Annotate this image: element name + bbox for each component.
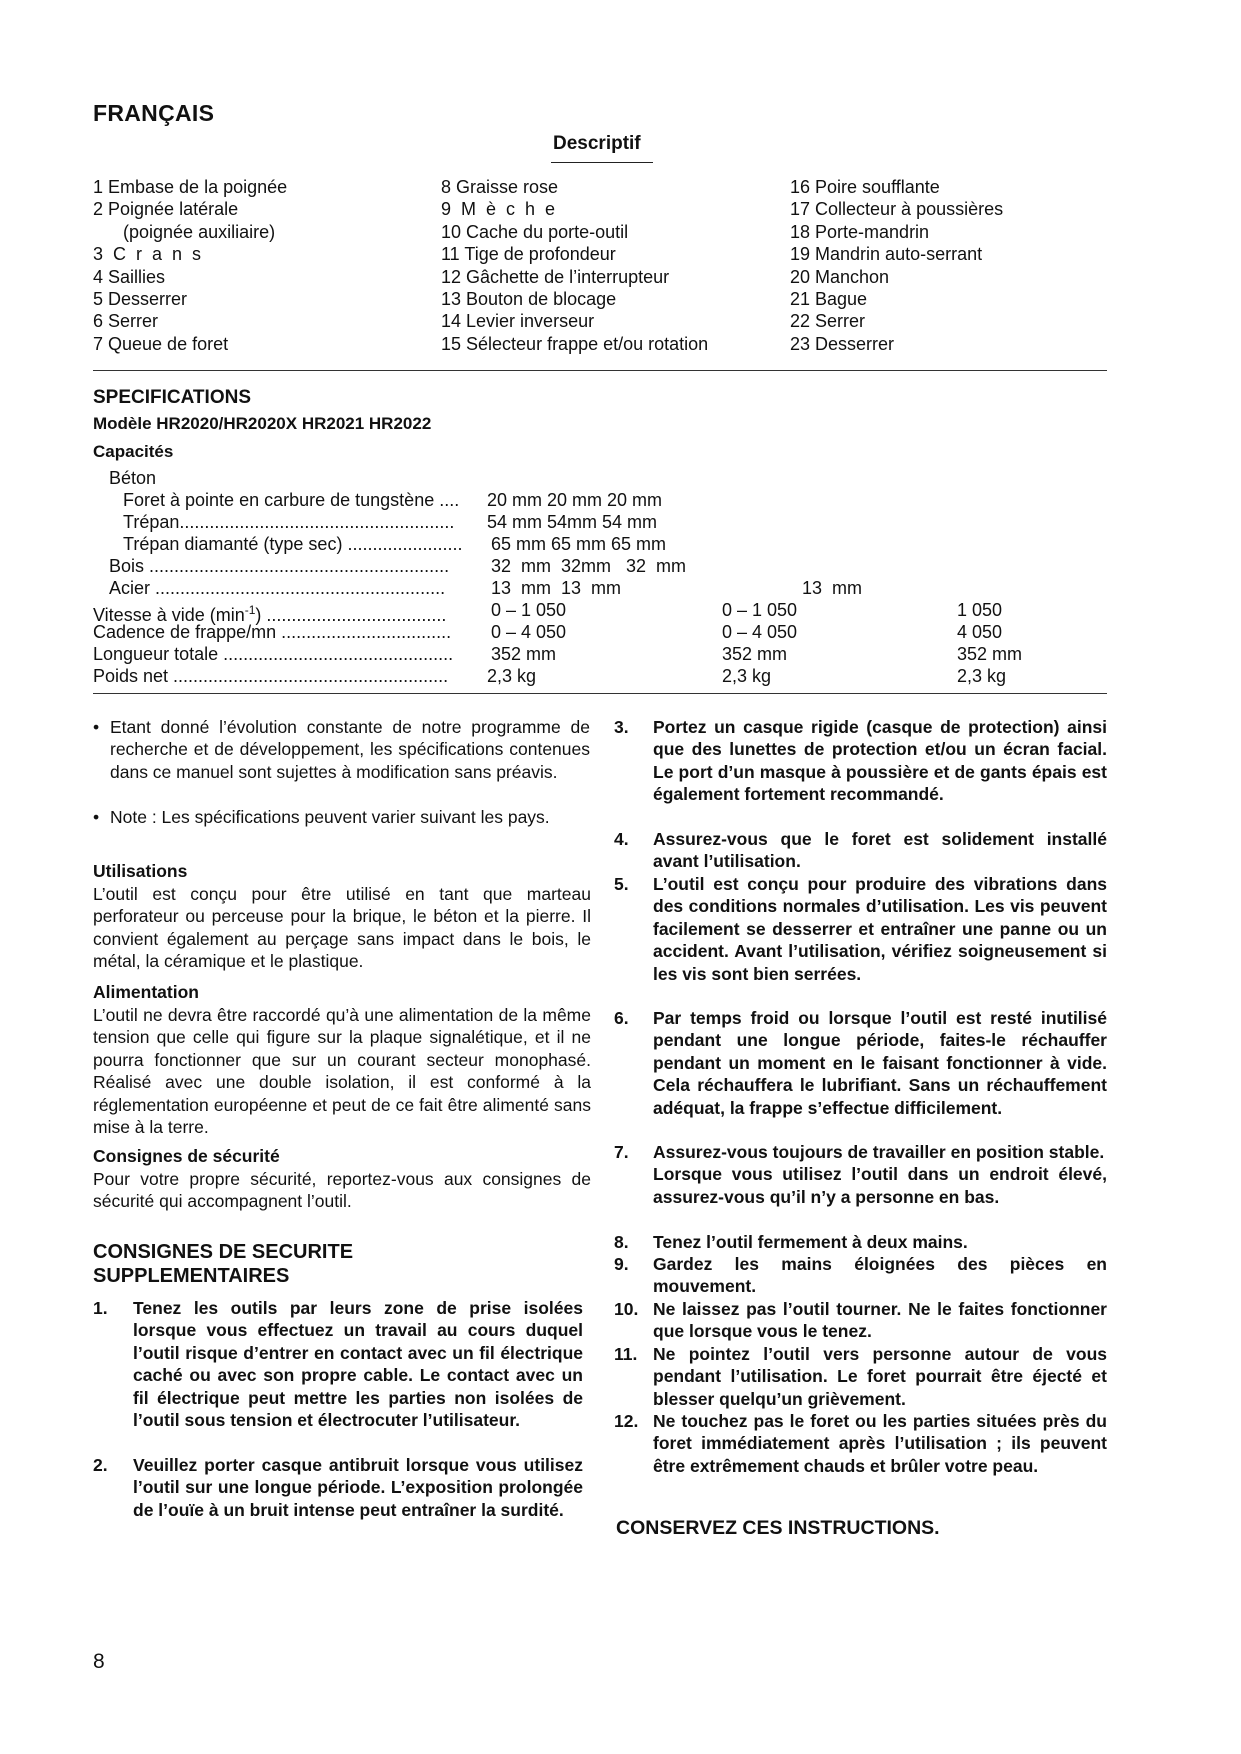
descriptif-item: 13 Bouton de blocage <box>441 288 617 309</box>
spec-vitesse-label <box>93 599 447 625</box>
descriptif-column-3 <box>790 176 1003 355</box>
spec-vitesse-exponent: -1 <box>244 603 256 617</box>
descriptif-item: 1 Embase de la poignée <box>93 177 288 197</box>
descriptif-item: 22 Serrer <box>790 311 866 332</box>
section-divider <box>93 693 1107 694</box>
item-number: 11. <box>614 1344 638 1364</box>
descriptif-item: 18 Porte-mandrin <box>790 221 930 242</box>
spec-trepan-diamant-label: Trépan diamanté (type sec) ....................... <box>123 534 463 554</box>
spec-vitesse-dots: ) .................................... <box>255 605 447 625</box>
item-text: Ne touchez pas le foret ou les parties situées près du foret immédiatement après l’utilisation ; ils peuvent être extrêmement chauds et brûler votre peau. <box>653 1411 1107 1476</box>
item-number: 5. <box>614 874 629 894</box>
spec-poids-value-3: 2,3 kg <box>957 666 1007 686</box>
descriptif-item: 6 Serrer <box>93 311 159 332</box>
descriptif-item: 15 Sélecteur frappe et/ou rotation <box>441 333 709 354</box>
alimentation-title: Alimentation <box>93 982 199 1002</box>
descriptif-item: 16 Poire soufflante <box>790 177 940 197</box>
spec-acier-values: 13 mm 13 mm <box>491 578 622 598</box>
item-number: 12. <box>614 1411 639 1431</box>
item-text: Gardez les mains éloignées des pièces en mouvement. <box>653 1254 1107 1297</box>
item-text: Portez un casque rigide (casque de protection) ainsi que des lunettes de protection et/ou un écran facial. Le port d’un masque à poussière et de gants épais est également fortement recommandé. <box>653 717 1107 805</box>
descriptif-item: 20 Manchon <box>790 266 890 287</box>
item-text: Veuillez porter casque antibruit lorsque vous utilisez l’outil sur une longue période. L’exposition prolongée de l’ouïe à un bruit intense peut entraîner la surdité. <box>133 1455 583 1520</box>
item-number: 4. <box>614 829 629 849</box>
section-divider <box>93 370 1107 371</box>
supplementary-safety-title-line-2: SUPPLEMENTAIRES <box>93 1265 290 1287</box>
spec-cadence-value-2: 0 – 4 050 <box>722 622 798 642</box>
spec-bois-values: 32 mm 32mm 32 mm <box>491 556 687 576</box>
descriptif-item: 3 C r a n s <box>93 244 202 265</box>
descriptif-item: 8 Graisse rose <box>441 177 559 197</box>
capacities-label: Capacités <box>93 442 174 461</box>
bullet-dot: • <box>93 807 100 827</box>
item-number: 2. <box>93 1455 108 1475</box>
descriptif-item: 7 Queue de foret <box>93 333 229 354</box>
descriptif-underline <box>551 162 653 163</box>
spec-acier-value-3: 13 mm <box>802 578 863 598</box>
item-text: Assurez-vous que le foret est solidement installé avant l’utilisation. <box>653 829 1107 872</box>
descriptif-item: 5 Desserrer <box>93 288 188 309</box>
item-number: 10. <box>614 1299 639 1319</box>
supplementary-safety-title-line-1: CONSIGNES DE SECURITE <box>93 1241 354 1263</box>
descriptif-column-1 <box>93 176 287 355</box>
bullet-dot: • <box>93 717 100 737</box>
spec-poids-value-2: 2,3 kg <box>722 666 772 686</box>
item-text: Ne laissez pas l’outil tourner. Ne le faites fonctionner que lorsque vous le tenez. <box>653 1299 1107 1342</box>
alimentation-text: L’outil ne devra être raccordé qu’à une alimentation de la même tension que celle qui figure sur la plaque signalétique, et il ne pourra fonctionner que sur un courant secteur monophasé. Réalisé avec une double isolation, il est conformé à la réglementation européenne et peut de ce fait être alimenté sans mise à la terre. <box>93 1005 591 1138</box>
descriptif-item: 19 Mandrin auto-serrant <box>790 244 983 265</box>
bullet-text: Etant donné l’évolution constante de notre programme de recherche et de développement, les spécifications contenues dans ce manuel sont sujettes à modification sans préavis. <box>110 717 590 782</box>
descriptif-item: 11 Tige de profondeur <box>441 244 616 265</box>
item-number: 1. <box>93 1298 108 1318</box>
spec-cadence-value-3: 4 050 <box>957 622 1003 642</box>
item-number: 9. <box>614 1254 629 1274</box>
spec-vitesse-value-2: 0 – 1 050 <box>722 600 798 620</box>
consignes-text: Pour votre propre sécurité, reportez-vous aux consignes de sécurité qui accompagnent l’outil. <box>93 1169 591 1212</box>
spec-vitesse-text: Vitesse à vide (min <box>93 605 245 625</box>
descriptif-item: 23 Desserrer <box>790 333 895 354</box>
spec-longueur-value-3: 352 mm <box>957 644 1023 664</box>
item-text: Ne pointez l’outil vers personne autour de vous pendant l’utilisation. Le foret pourrait être éjecté et blesser quelqu’un grièvement. <box>653 1344 1107 1409</box>
item-text-part: Lorsque vous utilisez l’outil dans un endroit élevé, assurez-vous qu’il n’y a personne en bas. <box>653 1164 1107 1207</box>
specifications-model: Modèle HR2020/HR2020X HR2021 HR2022 <box>93 414 432 433</box>
descriptif-item: 4 Saillies <box>93 266 166 287</box>
spec-longueur-label: Longueur totale .............................................. <box>93 644 454 664</box>
specifications-title: SPECIFICATIONS <box>93 387 251 408</box>
spec-vitesse-value-1: 0 – 1 050 <box>491 600 567 620</box>
item-number: 7. <box>614 1142 629 1162</box>
bullet-text: Note : Les spécifications peuvent varier suivant les pays. <box>110 807 550 827</box>
item-text: L’outil est conçu pour produire des vibrations dans des conditions normales d’utilisation. Les vis peuvent facilement se desserrer et entraîner une panne ou un accident. Avant l’utilisation, vérifiez soigneusement si les vis sont bien serrées. <box>653 874 1107 984</box>
descriptif-item: 12 Gâchette de l’interrupteur <box>441 266 670 287</box>
spec-trepan-values: 54 mm 54mm 54 mm <box>487 512 658 532</box>
item-text: Par temps froid ou lorsque l’outil est resté inutilisé pendant une longue période, faites-le réchauffer pendant un moment en le faisant fonctionner à vide. Cela réchauffera le lubrifiant. Sans un réchauffement adéquat, la frappe s’effectue difficilement. <box>653 1008 1107 1118</box>
descriptif-item: 2 Poignée latérale <box>93 199 239 220</box>
spec-poids-value-1: 2,3 kg <box>487 666 537 686</box>
spec-poids-label: Poids net ....................................................... <box>93 666 449 686</box>
page-number: 8 <box>93 1650 105 1673</box>
spec-bois-label: Bois ............................................................ <box>109 556 450 576</box>
supplementary-safety-title <box>93 1240 353 1288</box>
item-text <box>653 1141 1107 1208</box>
spec-beton-label: Béton <box>109 468 157 488</box>
consignes-title: Consignes de sécurité <box>93 1146 280 1166</box>
spec-cadence-value-1: 0 – 4 050 <box>491 622 567 642</box>
item-text: Tenez l’outil fermement à deux mains. <box>653 1232 968 1252</box>
spec-longueur-value-1: 352 mm <box>491 644 557 664</box>
item-number: 6. <box>614 1008 629 1028</box>
spec-trepan-diamant-values: 65 mm 65 mm 65 mm <box>491 534 667 554</box>
utilisations-title: Utilisations <box>93 861 188 881</box>
spec-cadence-label: Cadence de frappe/mn .................................. <box>93 622 452 642</box>
spec-trepan-label: Trépan....................................................... <box>123 512 455 532</box>
spec-foret-values: 20 mm 20 mm 20 mm <box>487 490 663 510</box>
spec-acier-label: Acier .......................................................... <box>109 578 446 598</box>
item-number: 8. <box>614 1232 629 1252</box>
descriptif-item: 9 M è c h e <box>441 199 556 220</box>
descriptif-title: Descriptif <box>553 133 641 154</box>
spec-vitesse-value-3: 1 050 <box>957 600 1003 620</box>
spec-foret-label: Foret à pointe en carbure de tungstène .... <box>123 490 460 510</box>
descriptif-item: 10 Cache du porte-outil <box>441 221 629 242</box>
descriptif-item: 17 Collecteur à poussières <box>790 199 1004 220</box>
conservez-instructions: CONSERVEZ CES INSTRUCTIONS. <box>616 1517 940 1539</box>
item-number: 3. <box>614 717 629 737</box>
spec-longueur-value-2: 352 mm <box>722 644 788 664</box>
descriptif-item: (poignée auxiliaire) <box>93 221 276 242</box>
descriptif-item: 21 Bague <box>790 288 868 309</box>
descriptif-column-2 <box>441 176 708 355</box>
descriptif-item: 14 Levier inverseur <box>441 311 595 332</box>
page-language-title: FRANÇAIS <box>93 100 215 126</box>
item-text-part: Assurez-vous toujours de travailler en position stable. <box>653 1142 1105 1162</box>
utilisations-text: L’outil est conçu pour être utilisé en tant que marteau perforateur ou perceuse pour la brique, le béton et la pierre. Il convient également au perçage sans impact dans le bois, le métal, la céramique et le plastique. <box>93 884 591 972</box>
item-text: Tenez les outils par leurs zone de prise isolées lorsque vous effectuez un travail au cours duquel l’outil risque d’entrer en contact avec un fil électrique caché ou avec son propre cable. Le contact avec un fil électrique peut mettre les parties non isolées de l’outil sous tension et électrocuter l’utilisateur. <box>133 1298 583 1431</box>
